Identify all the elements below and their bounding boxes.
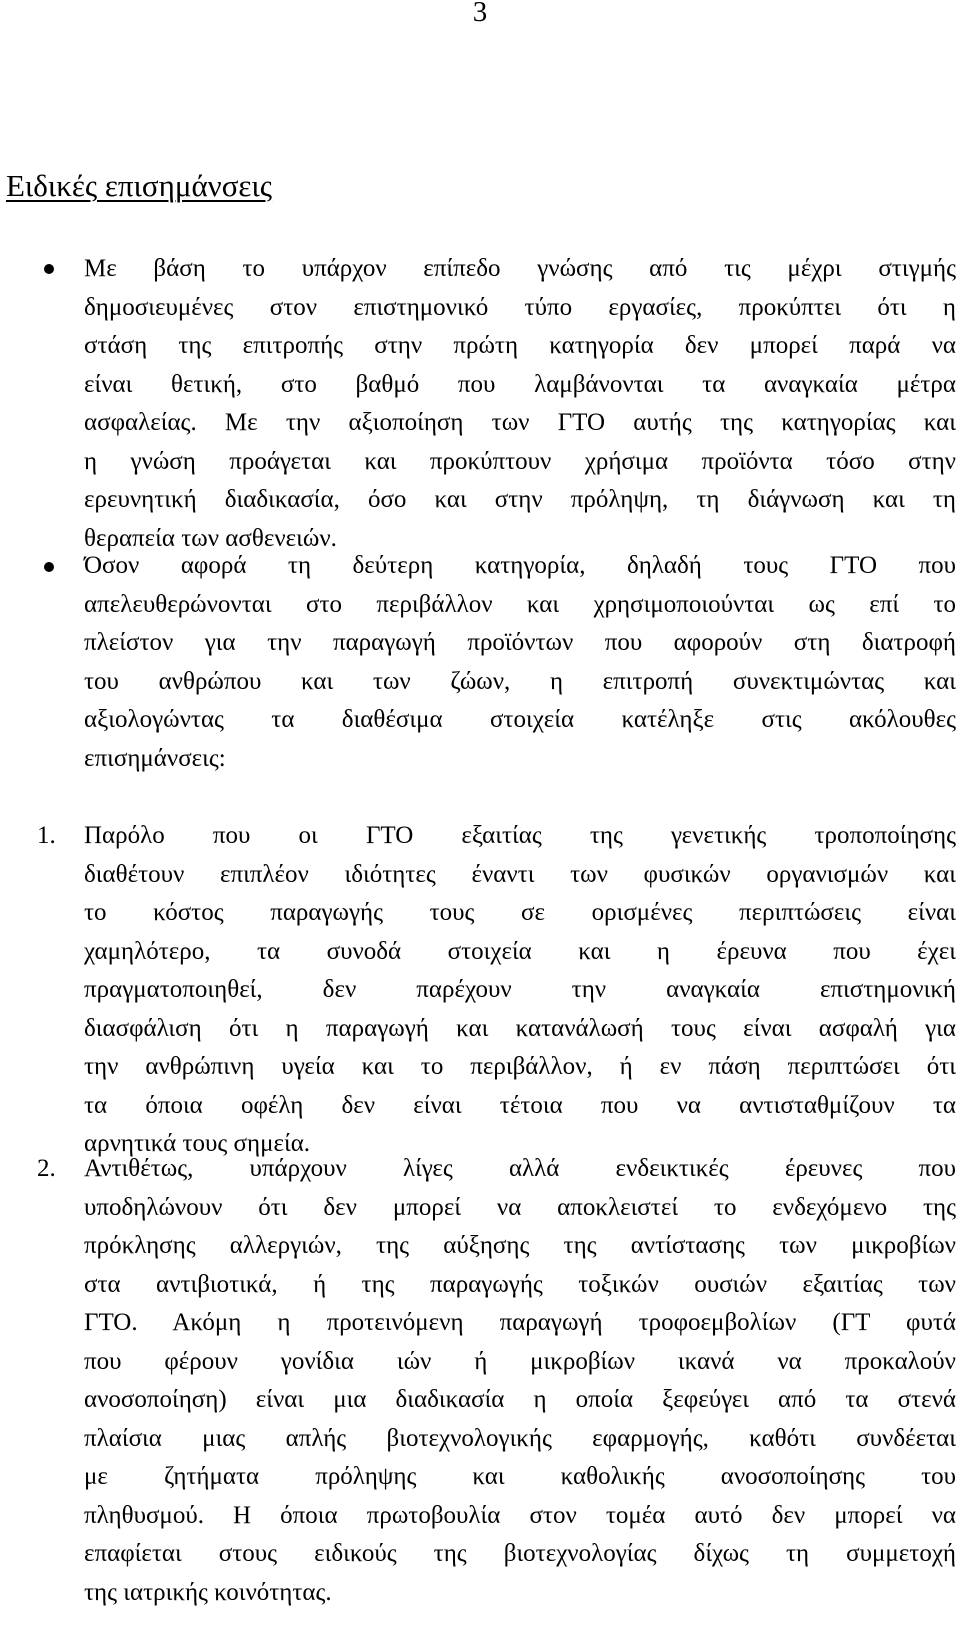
text-line: του ανθρώπου και των ζώων, η επιτροπή συνεκτιμώντας και [84, 667, 956, 695]
text-line: πραγματοποιηθεί, δεν παρέχουν την αναγκαία επιστημονική [84, 976, 956, 1003]
text-line: Παρόλο που οι ΓΤΟ εξαιτίας της γενετικής τροποποίησης [84, 822, 956, 849]
text-line: με ζητήματα πρόληψης και καθολικής ανοσοποίησης του [84, 1463, 956, 1490]
text-line: απελευθερώνονται στο περιβάλλον και χρησιμοποιούνται ως επί το [84, 590, 956, 618]
text-line: είναι θετική, στο βαθμό που λαμβάνονται τα αναγκαία μέτρα [84, 370, 956, 398]
text-line: ΓΤΟ. Ακόμη η προτεινόμενη παραγωγή τροφοεμβολίων (ΓΤ φυτά [84, 1309, 956, 1336]
text-line: επισημάνσεις: [84, 744, 226, 772]
bullet-paragraph-1 [84, 250, 956, 558]
text-line: πληθυσμού. Η όποια πρωτοβουλία στον τομέα αυτό δεν μπορεί να [84, 1501, 956, 1529]
text-line: το κόστος παραγωγής τους σε ορισμένες περιπτώσεις είναι [84, 899, 956, 926]
text-line: της ιατρικής κοινότητας. [84, 1578, 332, 1606]
text-line: Με βάση το υπάρχον επίπεδο γνώσης από τις μέχρι στιγμής [84, 255, 956, 282]
list-number: 2. [37, 1155, 56, 1182]
text-line: Αντιθέτως, υπάρχουν λίγες αλλά ενδεικτικές έρευνες που [84, 1155, 956, 1182]
numbered-paragraph-2 [84, 1150, 956, 1612]
text-line: Όσον αφορά τη δεύτερη κατηγορία, δηλαδή τους ΓΤΟ που [84, 552, 956, 579]
text-line: στάση της επιτροπής στην πρώτη κατηγορία δεν μπορεί παρά να [84, 332, 956, 359]
text-line: η γνώση προάγεται και προκύπτουν χρήσιμα προϊόντα τόσο στην [84, 447, 956, 475]
bullet-icon [44, 562, 54, 572]
text-line: αξιολογώντας τα διαθέσιμα στοιχεία κατέληξε στις ακόλουθες [84, 706, 956, 733]
page-number: 3 [472, 0, 488, 28]
text-line: χαμηλότερο, τα συνοδά στοιχεία και η έρευνα που έχει [84, 937, 956, 965]
text-line: τα όποια οφέλη δεν είναι τέτοια που να αντισταθμίζουν τα [84, 1091, 956, 1119]
bullet-icon [44, 264, 54, 274]
bullet-paragraph-2 [84, 547, 956, 778]
text-line: που φέρουν γονίδια ιών ή μικροβίων ικανά να προκαλούν [84, 1347, 956, 1375]
text-line: την ανθρώπινη υγεία και το περιβάλλον, ή εν πάση περιπτώσει ότι [84, 1053, 956, 1080]
text-line: θεραπεία των ασθενειών. [84, 524, 337, 552]
text-line: δημοσιευμένες στον επιστημονικό τύπο εργασίες, προκύπτει ότι η [84, 293, 956, 321]
text-line: διασφάλιση ότι η παραγωγή και κατανάλωσή τους είναι ασφαλή για [84, 1014, 956, 1042]
numbered-paragraph-1 [84, 817, 956, 1164]
text-line: υποδηλώνουν ότι δεν μπορεί να αποκλειστεί το ενδεχόμενο της [84, 1193, 956, 1221]
text-line: ερευνητική διαδικασία, όσο και στην πρόληψη, τη διάγνωση και τη [84, 486, 956, 513]
text-line: ανοσοποίηση) είναι μια διαδικασία η οποία ξεφεύγει από τα στενά [84, 1386, 956, 1413]
text-line: ασφαλείας. Με την αξιοποίηση των ΓΤΟ αυτής της κατηγορίας και [84, 409, 956, 436]
text-line: αρνητικά τους σημεία. [84, 1130, 311, 1157]
section-heading: Ειδικές επισημάνσεις [6, 168, 273, 203]
text-line: διαθέτουν επιπλέον ιδιότητες έναντι των φυσικών οργανισμών και [84, 860, 956, 888]
text-line: πρόκλησης αλλεργιών, της αύξησης της αντίστασης των μικροβίων [84, 1232, 956, 1259]
text-line: πλείστον για την παραγωγή προϊόντων που αφορούν στη διατροφή [84, 629, 956, 656]
text-line: στα αντιβιοτικά, ή της παραγωγής τοξικών ουσιών εξαιτίας των [84, 1270, 956, 1298]
text-line: πλαίσια μιας απλής βιοτεχνολογικής εφαρμογής, καθότι συνδέεται [84, 1424, 956, 1452]
text-line: επαφίεται στους ειδικούς της βιοτεχνολογίας δίχως τη συμμετοχή [84, 1540, 956, 1567]
list-number: 1. [37, 822, 56, 849]
